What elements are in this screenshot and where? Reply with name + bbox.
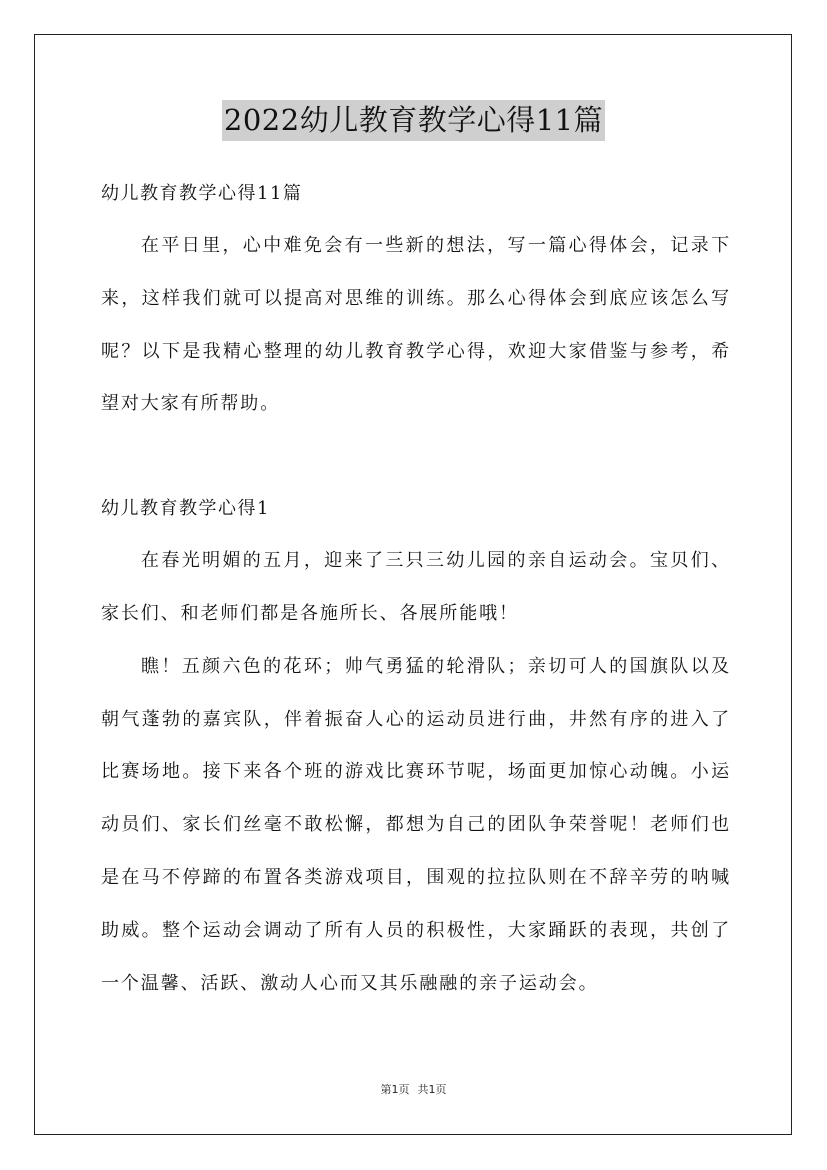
section-heading: 幼儿教育教学心得11篇 — [101, 183, 303, 204]
body-paragraph: 在春光明媚的五月，迎来了三只三幼儿园的亲自运动会。宝贝们、家长们、和老师们都是各施所长、各展所能哦！ — [101, 550, 731, 624]
body-paragraph: 瞧！五颜六色的花环；帅气勇猛的轮滑队；亲切可人的国旗队以及朝气蓬勃的嘉宾队，伴着振奋人心的运动员进行曲，井然有序的进入了比赛场地。接下来各个班的游戏比赛环节呢，场面更加惊心动魄。小运动员们、家长们丝毫不敢松懈，都想为自己的团队争荣誉呢！老师们也是在马不停蹄的布置各类游戏项目，围观的拉拉队则在不辞辛劳的呐喊助威。整个运动会调动了所有人员的积极性，大家踊跃的表现，共创了一个温馨、活跃、激动人心而又其乐融融的亲子运动会。 — [101, 655, 731, 994]
document-title-block — [0, 100, 827, 141]
document-title: 2022幼儿教育教学心得11篇 — [222, 100, 605, 141]
page-number-current: 第1页 — [380, 1083, 410, 1096]
section-spacer — [101, 431, 731, 483]
page-footer — [0, 1081, 827, 1097]
section-heading: 幼儿教育教学心得1 — [101, 498, 270, 520]
document-body — [101, 168, 731, 1010]
intro-paragraph: 在平日里，心中难免会有一些新的想法，写一篇心得体会，记录下来，这样我们就可以提高对思维的训练。那么心得体会到底应该怎么写呢？以下是我精心整理的幼儿教育教学心得，欢迎大家借鉴与参考，希望对大家有所帮助。 — [101, 235, 731, 415]
page-number-total: 共1页 — [417, 1083, 447, 1096]
